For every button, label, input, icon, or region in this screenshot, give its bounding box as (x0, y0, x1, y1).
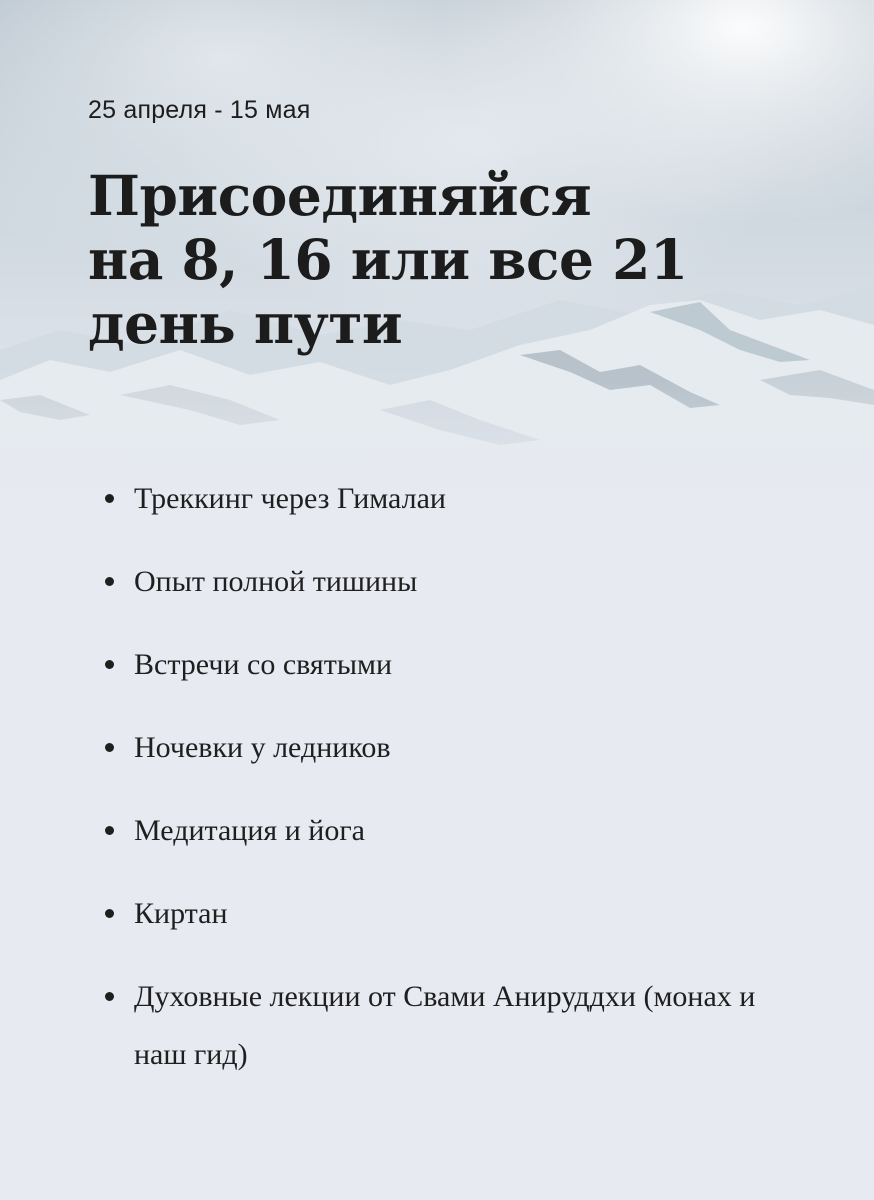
list-item: Киртан (100, 885, 800, 943)
date-range: 25 апреля - 15 мая (88, 96, 311, 124)
list-item: Встречи со святыми (100, 636, 800, 694)
list-item: Медитация и йога (100, 802, 800, 860)
list-item: Треккинг через Гималаи (100, 470, 800, 528)
list-item: Ночевки у ледников (100, 719, 800, 777)
headline-line: день пути (88, 291, 403, 356)
list-item: Опыт полной тишины (100, 553, 800, 611)
headline-line: Присоединяйся (88, 163, 592, 228)
headline-line: на 8, 16 или все 21 (88, 227, 688, 292)
list-item: Духовные лекции от Свами Анируддхи (монах и наш гид) (100, 968, 800, 1084)
headline (88, 164, 808, 356)
feature-list (100, 470, 800, 1109)
